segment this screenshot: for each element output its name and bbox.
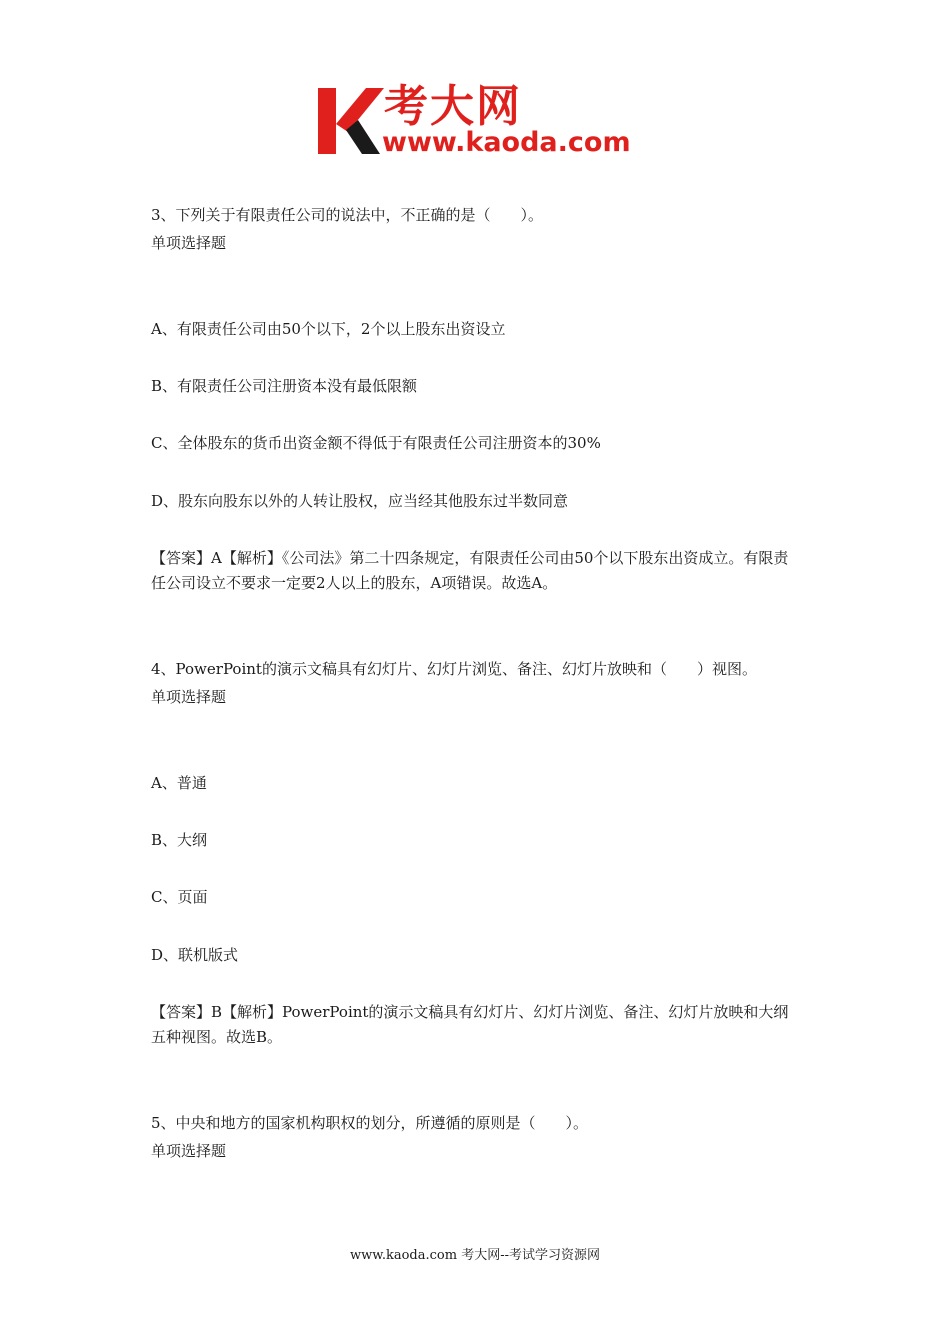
question-4-option-d: D、联机版式 xyxy=(151,946,239,964)
question-5-stem: 5、中央和地方的国家机构职权的划分，所遵循的原则是（ ）。 xyxy=(151,1114,589,1132)
question-3-option-c: C、全体股东的货币出资金额不得低于有限责任公司注册资本的30% xyxy=(151,434,601,452)
question-3-type: 单项选择题 xyxy=(151,234,227,252)
question-3-stem: 3、下列关于有限责任公司的说法中，不正确的是（ ）。 xyxy=(151,206,544,224)
question-4-answer: 【答案】B【解析】PowerPoint的演示文稿具有幻灯片、幻灯片浏览、备注、幻灯片放映和大纲五种视图。故选B。 xyxy=(151,1003,789,1046)
question-4-type: 单项选择题 xyxy=(151,688,227,706)
logo-name-cn: 考大网 xyxy=(384,81,522,132)
question-4-option-b: B、大纲 xyxy=(151,831,208,849)
question-4-option-a: A、普通 xyxy=(151,774,207,792)
question-3-option-b: B、有限责任公司注册资本没有最低限额 xyxy=(151,377,418,395)
question-4-stem: 4、PowerPoint的演示文稿具有幻灯片、幻灯片浏览、备注、幻灯片放映和（ ）视图。 xyxy=(151,660,757,678)
logo-url: www.kaoda.com xyxy=(382,127,631,158)
kaoda-logo xyxy=(318,82,640,162)
question-4-option-c: C、页面 xyxy=(151,888,208,906)
question-3-answer: 【答案】A【解析】《公司法》第二十四条规定，有限责任公司由50个以下股东出资成立。有限责任公司设立不要求一定要2人以上的股东，A项错误。故选A。 xyxy=(151,549,789,592)
question-3-option-d: D、股东向股东以外的人转让股权，应当经其他股东过半数同意 xyxy=(151,492,569,510)
question-3-option-a: A、有限责任公司由50个以下，2个以上股东出资设立 xyxy=(151,320,506,338)
question-5-type: 单项选择题 xyxy=(151,1142,227,1160)
page-footer: www.kaoda.com 考大网--考试学习资源网 xyxy=(350,1248,600,1263)
